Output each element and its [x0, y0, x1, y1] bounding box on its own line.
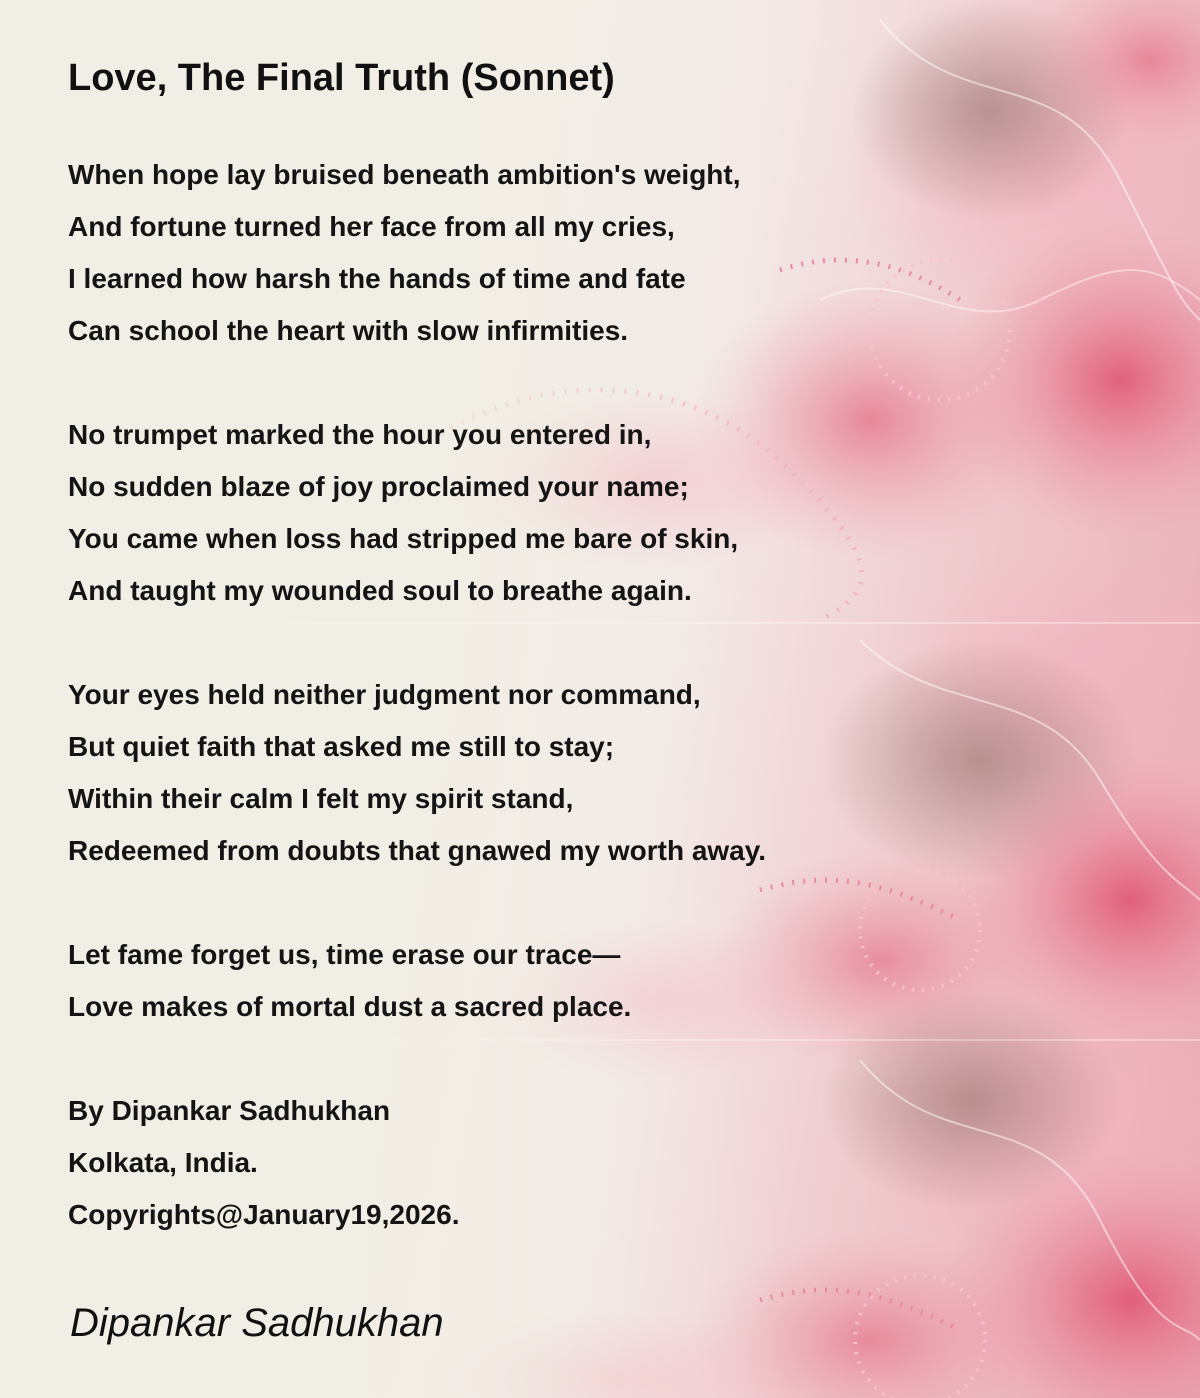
- poem-line: Within their calm I felt my spirit stand,: [68, 783, 574, 814]
- poem-line: You came when loss had stripped me bare of skin,: [68, 523, 739, 554]
- poem-line: Can school the heart with slow infirmities.: [68, 315, 629, 346]
- poem-line: Let fame forget us, time erase our trace—: [68, 939, 621, 970]
- poem-line: But quiet faith that asked me still to stay;: [68, 731, 615, 762]
- credit-copyright: Copyrights@January19,2026.: [68, 1199, 460, 1230]
- poem-title: Love, The Final Truth (Sonnet): [68, 57, 615, 99]
- poem-line: When hope lay bruised beneath ambition's weight,: [68, 159, 741, 190]
- poem-line: And taught my wounded soul to breathe again.: [68, 575, 692, 606]
- poem-line: No sudden blaze of joy proclaimed your name;: [68, 471, 689, 502]
- credit-author: By Dipankar Sadhukhan: [68, 1095, 391, 1126]
- poem-line: Redeemed from doubts that gnawed my worth away.: [68, 835, 767, 866]
- poem-line: Love makes of mortal dust a sacred place.: [68, 991, 632, 1022]
- author-signature: Dipankar Sadhukhan: [70, 1301, 444, 1345]
- credit-location: Kolkata, India.: [68, 1147, 258, 1178]
- poem-line: No trumpet marked the hour you entered in,: [68, 419, 652, 450]
- poem-line: And fortune turned her face from all my cries,: [68, 211, 675, 242]
- poem-line: Your eyes held neither judgment nor command,: [68, 679, 701, 710]
- poem-line: I learned how harsh the hands of time and fate: [68, 263, 686, 294]
